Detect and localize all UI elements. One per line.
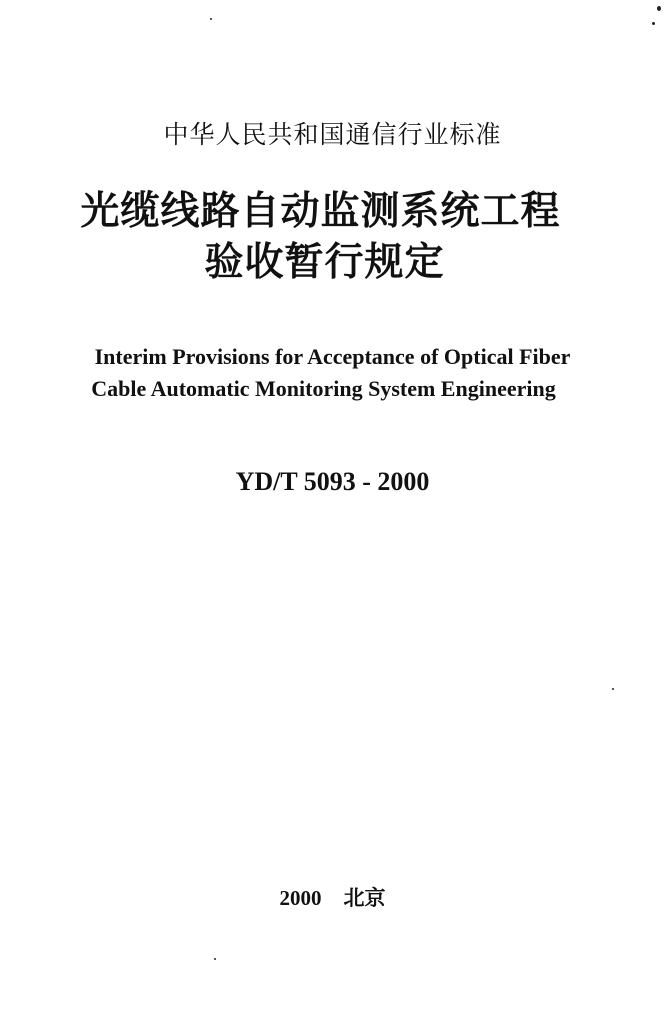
scan-speck xyxy=(612,688,614,690)
scan-speck xyxy=(214,958,216,960)
chinese-title-line-2: 验收暂行规定 xyxy=(204,239,445,285)
english-title-line-2: Cable Automatic Monitoring System Engineering xyxy=(91,376,556,401)
imprint-city: 北京 xyxy=(343,886,386,910)
chinese-title-line-1: 光缆线路自动监测系统工程 xyxy=(80,188,561,234)
imprint-year: 2000 xyxy=(279,886,322,910)
english-title-line-1: Interim Provisions for Acceptance of Optical Fiber xyxy=(94,344,571,369)
scan-speck xyxy=(210,18,212,20)
standard-code: YD/T 5093 - 2000 xyxy=(235,467,430,496)
scan-speck xyxy=(657,6,661,11)
scan-speck xyxy=(652,22,655,25)
issuer-line: 中华人民共和国通信行业标准 xyxy=(163,120,502,149)
imprint-line xyxy=(0,884,665,912)
